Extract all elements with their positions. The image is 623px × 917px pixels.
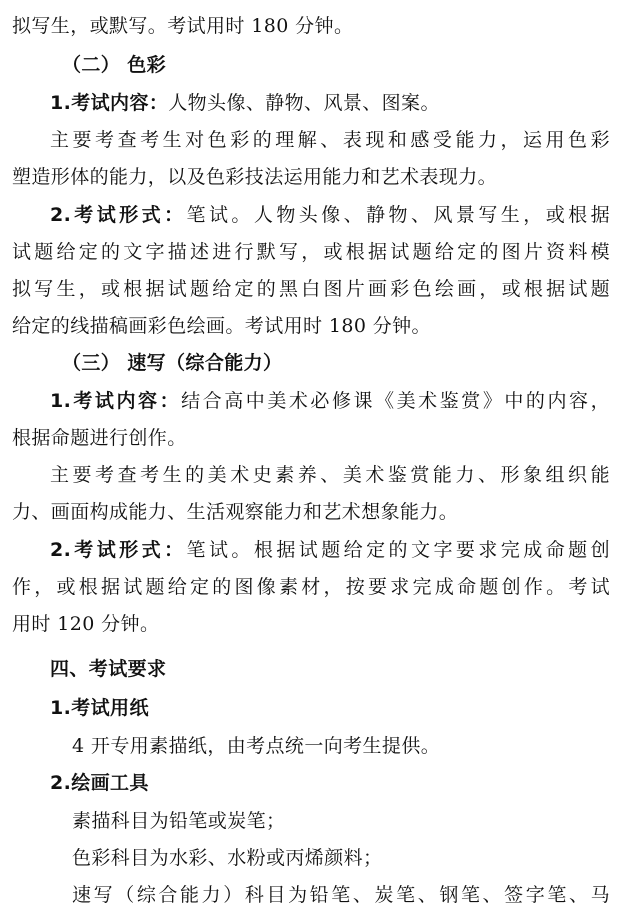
- list-item-exam-format: [50, 203, 610, 227]
- paragraph-line: 主要考查考生对色彩的理解、表现和感受能力，运用色彩: [50, 129, 610, 151]
- paragraph-line: 给定的线描稿画彩色绘画。考试用时 180 分钟。: [12, 315, 431, 337]
- paragraph-line: 作，或根据试题给定的图像素材，按要求完成命题创作。考试: [12, 576, 610, 598]
- section-heading-color: （二） 色彩: [62, 54, 167, 76]
- subheading-drawing-tools: 2.绘画工具: [50, 772, 149, 794]
- paragraph-line: 试题给定的文字描述进行默写，或根据试题给定的图片资料模: [12, 241, 610, 263]
- paragraph-line: 根据命题进行创作。: [12, 427, 187, 449]
- section-heading-sketch: （三） 速写（综合能力）: [62, 352, 283, 374]
- subheading-exam-paper: 1.考试用纸: [50, 697, 149, 719]
- item-text: 结合高中美术必修课《美术鉴赏》中的内容，: [181, 390, 610, 412]
- list-item-exam-format: [50, 538, 610, 562]
- paragraph-line: 拟写生，或根据试题给定的黑白图片画彩色绘画，或根据试题: [12, 278, 610, 300]
- text-line: 拟写生，或默写。考试用时 180 分钟。: [12, 15, 354, 37]
- item-label: 1.考试内容：: [50, 92, 169, 114]
- paragraph-line: 4 开专用素描纸，由考点统一向考生提供。: [72, 735, 441, 757]
- item-label: 1.考试内容：: [50, 390, 182, 412]
- paragraph-line: 主要考查考生的美术史素养、美术鉴赏能力、形象组织能: [50, 464, 610, 486]
- item-text: 笔试。人物头像、静物、风景写生，或根据: [186, 204, 610, 226]
- item-label: 2.考试形式：: [50, 204, 187, 226]
- paragraph-line: 素描科目为铅笔或炭笔；: [72, 810, 286, 832]
- paragraph-line: 力、画面构成能力、生活观察能力和艺术想象能力。: [12, 501, 459, 523]
- paragraph-line: 色彩科目为水彩、水粉或丙烯颜料；: [72, 847, 383, 869]
- list-item-exam-content: [50, 389, 610, 413]
- item-text: 笔试。根据试题给定的文字要求完成命题创: [186, 539, 610, 561]
- item-text: 人物头像、静物、风景、图案。: [168, 92, 440, 114]
- part-heading-exam-requirements: 四、考试要求: [50, 658, 167, 680]
- paragraph-line: 速写（综合能力）科目为铅笔、炭笔、钢笔、签字笔、马: [72, 884, 610, 906]
- paragraph-line: 塑造形体的能力，以及色彩技法运用能力和艺术表现力。: [12, 166, 498, 188]
- paragraph-line: 用时 120 分钟。: [12, 613, 160, 635]
- list-item-exam-content: [50, 91, 440, 115]
- item-label: 2.考试形式：: [50, 539, 187, 561]
